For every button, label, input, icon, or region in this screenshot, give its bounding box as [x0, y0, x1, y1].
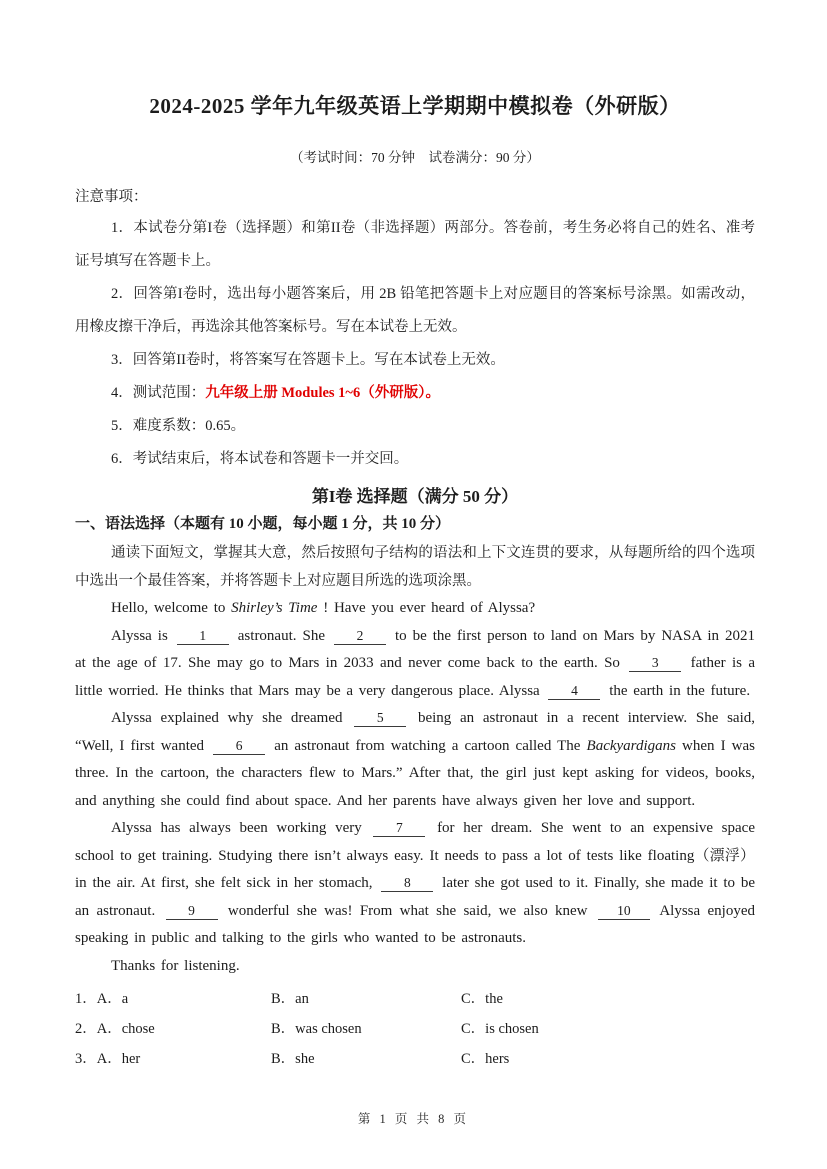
text-segment: 九年级上册 Modules 1~6（外研版）。: [205, 385, 440, 401]
passage-paragraph: [75, 815, 755, 953]
notice-item-number: 2．: [111, 286, 134, 302]
notice-item-number: 1．: [111, 220, 134, 236]
notice-item-number: 4．: [111, 385, 133, 401]
option-cell: B．an: [271, 991, 309, 1007]
text-segment: Thanks for listening.: [111, 957, 240, 974]
text-segment: Hello, welcome to: [111, 600, 232, 616]
text-segment: 回答第II卷时，将答案写在答题卡上。写在本试卷上无效。: [132, 352, 505, 368]
notice-item-6: [75, 443, 755, 476]
notice-item-number: 5．: [111, 418, 133, 434]
notice-item-4: [75, 377, 755, 410]
text-segment: later she got used to it. Finally, she made it to be an astronaut.: [75, 875, 755, 919]
text-segment: an astronaut from watching a cartoon called The: [268, 737, 587, 754]
text-segment: to be the first person to land on Mars by NASA in 2021 at the age of 17. She may go to Mars in 2033 and never come back to the earth. So: [75, 627, 755, 671]
blank-9: 9: [166, 903, 218, 920]
question-row-1: [75, 984, 755, 1014]
grammar-section-heading: 一、语法选择（本题有 10 小题，每小题 1 分，共 10 分）: [75, 516, 451, 532]
blank-1: 1: [177, 628, 229, 645]
text-segment: Alyssa is: [111, 627, 174, 644]
page-title: 2024-2025 学年九年级英语上学期期中模拟卷（外研版）: [149, 94, 681, 118]
blank-10: 10: [598, 903, 650, 920]
question-row-3: [75, 1044, 755, 1074]
notice-item-number: 6．: [111, 451, 133, 467]
notice-item-number: 3．: [111, 352, 133, 368]
page-footer: 第 1 页 共 8 页: [357, 1112, 470, 1126]
notice-item-5: [75, 410, 755, 443]
notice-item-1: [75, 212, 755, 278]
blank-5: 5: [354, 710, 406, 727]
option-cell: C．hers: [461, 1051, 510, 1067]
option-cell: 2．A．chose: [75, 1021, 155, 1037]
text-segment: Alyssa has always been working very: [111, 820, 371, 836]
text-segment: for her dream. She went to an expensive space school to get training. Studying there isn’t always easy. It needs to pass a lot of tests like floating（漂浮）in the air. At first, she felt sick in her stomach,: [75, 820, 755, 891]
notice-heading: 注意事项：: [75, 189, 148, 205]
exam-meta: （考试时间：70 分钟 试卷满分：90 分）: [290, 150, 540, 165]
part1-heading: 第I卷 选择题（满分 50 分）: [311, 487, 519, 506]
text-segment: when I was three. In the cartoon, the characters flew to Mars.” After that, the girl just kept asking for videos, books, and anything she could find about space. And her parents have always given her love and support.: [75, 737, 755, 809]
passage-paragraph: [75, 705, 755, 815]
passage-paragraph: [75, 595, 755, 623]
text-segment: astronaut. She: [231, 627, 331, 644]
option-cell: C．is chosen: [461, 1021, 539, 1037]
text-segment: Shirley’s Time: [231, 600, 318, 616]
cloze-passage: [75, 595, 755, 980]
text-segment: the earth in the future.: [603, 682, 751, 699]
blank-4: 4: [548, 683, 600, 700]
blank-8: 8: [381, 875, 433, 892]
blank-7: 7: [373, 820, 425, 837]
passage-paragraph: [75, 953, 755, 981]
blank-3: 3: [629, 655, 681, 672]
notice-item-2: [75, 278, 755, 344]
text-segment: being an astronaut in a recent interview. She said, “Well, I first wanted: [75, 710, 756, 754]
text-segment: 本试卷分第I卷（选择题）和第II卷（非选择题）两部分。答卷前，考生务必将自己的姓名、准考证号填写在答题卡上。: [75, 220, 756, 269]
text-segment: 回答第I卷时，选出每小题答案后，用 2B 铅笔把答题卡上对应题目的答案标号涂黑。如需改动，用橡皮擦干净后，再选涂其他答案标号。写在本试卷上无效。: [75, 286, 756, 335]
grammar-instructions: 通读下面短文，掌握其大意，然后按照句子结构的语法和上下文连贯的要求，从每题所给的四个选项中选出一个最佳答案，并将答题卡上对应题目所选的选项涂黑。: [75, 545, 755, 589]
text-segment: Alyssa explained why she dreamed: [111, 710, 352, 726]
option-cell: C．the: [461, 991, 503, 1007]
text-segment: wonderful she was! From what she said, we also knew: [220, 902, 595, 919]
text-segment: 测试范围：: [132, 385, 206, 401]
options-table: [75, 984, 755, 1074]
option-cell: 3．A．her: [75, 1051, 141, 1067]
text-segment: 难度系数：0.65。: [132, 418, 246, 434]
text-segment: Backyardigans: [586, 737, 676, 754]
blank-2: 2: [334, 628, 386, 645]
option-cell: 1．A．a: [75, 991, 129, 1007]
text-segment: Alyssa enjoyed speaking in public and talking to the girls who wanted to be astronauts.: [75, 902, 755, 946]
notice-item-3: [75, 344, 755, 377]
text-segment: father is a little worried. He thinks that Mars may be a very dangerous place. Alyssa: [75, 655, 756, 699]
blank-6: 6: [213, 738, 265, 755]
notice-list: [75, 212, 755, 476]
text-segment: 考试结束后，将本试卷和答题卡一并交回。: [132, 451, 409, 467]
option-cell: B．she: [271, 1051, 315, 1067]
passage-paragraph: [75, 623, 755, 706]
text-segment: ! Have you ever heard of Alyssa?: [317, 600, 536, 616]
question-row-2: [75, 1014, 755, 1044]
option-cell: B．was chosen: [271, 1021, 362, 1037]
